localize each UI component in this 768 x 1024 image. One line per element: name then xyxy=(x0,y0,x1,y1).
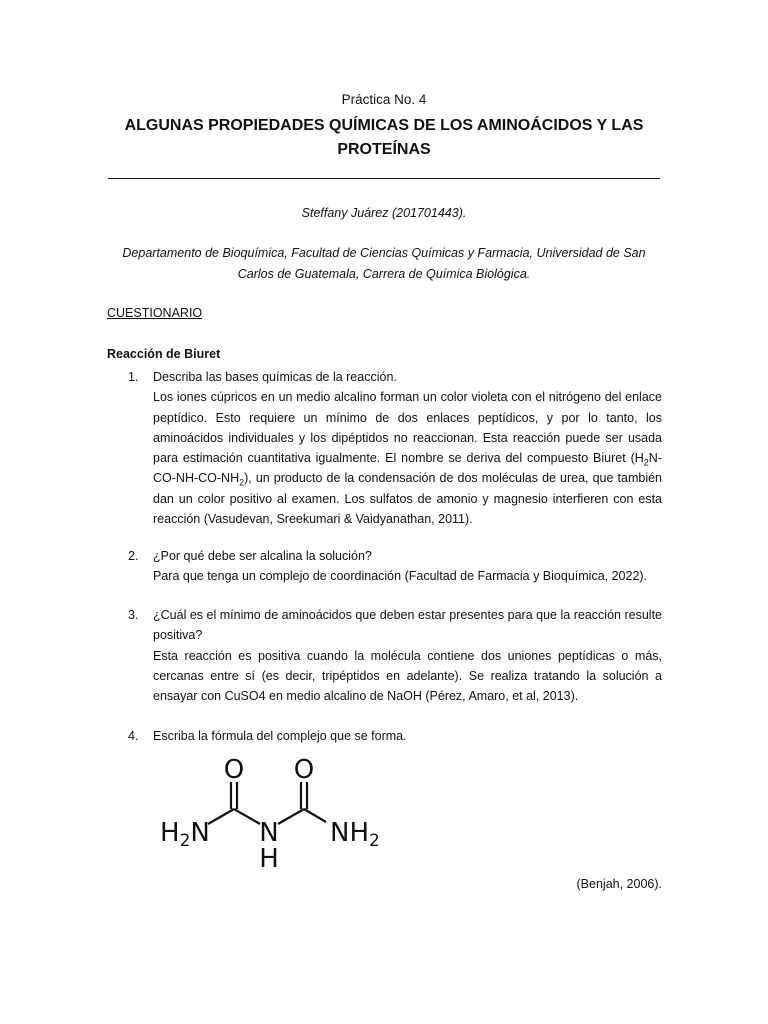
practice-number: Práctica No. 4 xyxy=(341,92,427,107)
answer-text: Esta reacción es positiva cuando la molécula contiene dos uniones peptídicas o más, cercanas entre sí (es decir, tripéptidos en adelante). Se realiza tratando la solución a ensayar con CuSO4 en medio alcalino de NaOH (Pérez, Amaro, et al, 2013). xyxy=(153,648,662,704)
question-number: 2. xyxy=(128,549,139,563)
question-number: 1. xyxy=(128,370,139,384)
oxygen-left: O xyxy=(223,755,245,785)
question-4 xyxy=(128,726,662,746)
center-hydrogen: H xyxy=(259,844,279,872)
question-1 xyxy=(128,367,662,529)
section-title: CUESTIONARIO xyxy=(107,306,203,320)
question-number: 4. xyxy=(128,729,139,743)
question-text: ¿Cuál es el mínimo de aminoácidos que deben estar presentes para que la reacción resulte positiva? xyxy=(153,608,662,643)
question-text: ¿Por qué debe ser alcalina la solución? xyxy=(153,549,372,563)
subheading: Reacción de Biuret xyxy=(107,347,221,361)
question-number: 3. xyxy=(128,608,139,622)
affiliation-line-2: Carlos de Guatemala, Carrera de Química Biológica. xyxy=(237,267,531,281)
figure-citation: (Benjah, 2006). xyxy=(576,877,662,891)
title-line-1: ALGUNAS PROPIEDADES QUÍMICAS DE LOS AMINOÁCIDOS Y LAS xyxy=(124,117,644,134)
affiliation xyxy=(108,243,660,285)
question-3 xyxy=(128,605,662,706)
author: Steffany Juárez (201701443). xyxy=(301,206,467,220)
title-line-2: PROTEÍNAS xyxy=(337,141,431,158)
question-2 xyxy=(128,546,662,587)
title-divider xyxy=(108,178,660,179)
biuret-structure xyxy=(150,752,390,872)
oxygen-right: O xyxy=(293,755,315,785)
answer-text: Para que tenga un complejo de coordinación (Facultad de Farmacia y Bioquímica, 2022). xyxy=(153,569,648,584)
document-title xyxy=(0,114,768,162)
nh2-group: NH2 xyxy=(330,818,380,851)
answer-text: Los iones cúpricos en un medio alcalino forman un color violeta con el nitrógeno del enlace peptídico. Esto requiere un mínimo de dos enlaces peptídicos, y por lo tanto, los aminoácidos individuales y los dipéptidos no reaccionan. Esta reacción puede ser usada para estimación cuantitativa igualmente. El nombre se deriva del compuesto Biuret $(H_2N-CO-NH-CO-NH_2)$, un producto de la condensación de dos moléculas de urea, que también dan un color positivo al examen. Los sulfatos de amonio y magnesio interfieren con esta reacción (Vasudevan, Sreekumari & Vaidyanathan, 2011). xyxy=(153,390,662,527)
question-text: Escriba la fórmula del complejo que se forma. xyxy=(153,729,407,743)
center-nitrogen: N xyxy=(259,818,279,848)
affiliation-line-1: Departamento de Bioquímica, Facultad de Ciencias Químicas y Farmacia, Universidad de San xyxy=(122,246,646,260)
h2n-group: H2N xyxy=(160,818,210,851)
question-text: Describa las bases químicas de la reacción. xyxy=(153,370,397,384)
